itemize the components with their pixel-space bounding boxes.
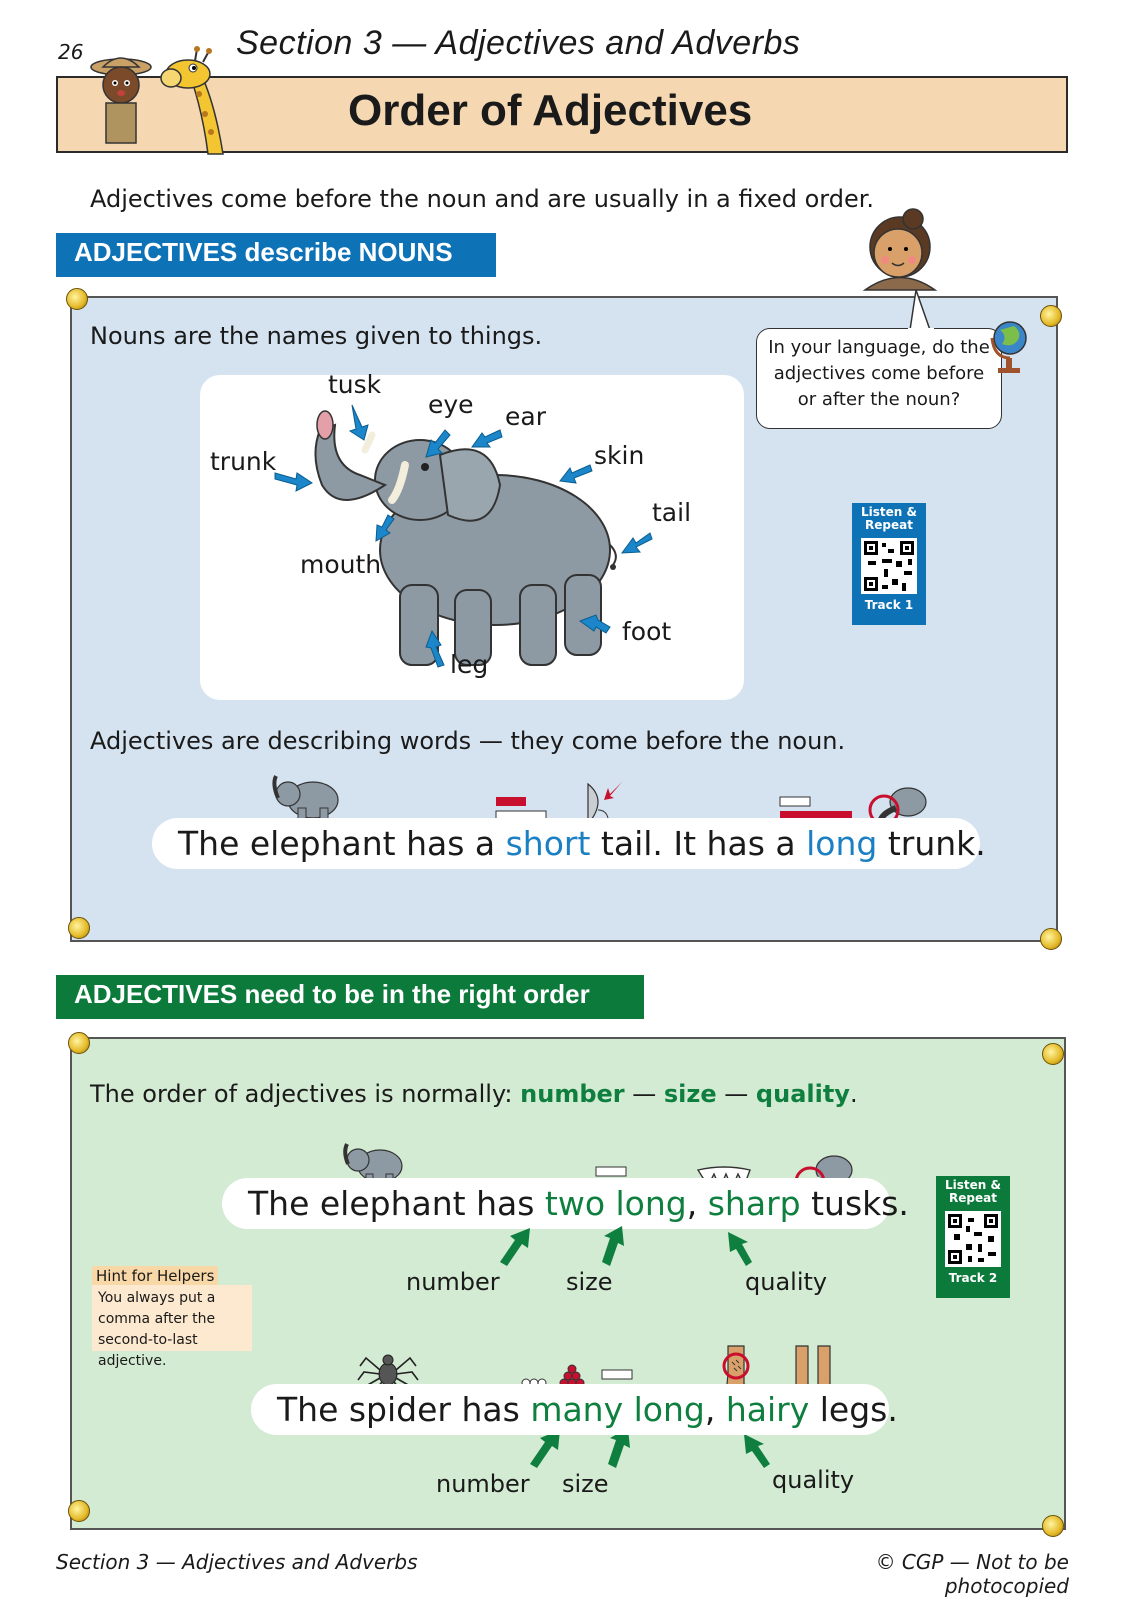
page-title: Order of Adjectives <box>348 86 753 135</box>
footer-copyright: © CGP — Not to be photocopied <box>875 1550 1069 1598</box>
example-sentence-1 <box>152 818 986 869</box>
order-dash: — <box>716 1080 756 1108</box>
sentence-text: tusks. <box>800 1184 909 1223</box>
sentence-text: legs. <box>809 1390 898 1429</box>
pin-icon <box>68 917 90 939</box>
globe-icon <box>988 318 1034 378</box>
adjectives-text: Adjectives are describing words — they come before the noun. <box>90 727 846 755</box>
qr-title: Listen & <box>945 1178 1001 1192</box>
adjective-size: long <box>615 1184 687 1223</box>
label-number: number <box>406 1268 500 1296</box>
sentence-text: trunk. <box>877 824 986 863</box>
section-banner-nouns: ADJECTIVES describe NOUNS <box>56 233 496 277</box>
footer-section: Section 3 — Adjectives and Adverbs <box>56 1550 418 1574</box>
label-mouth: mouth <box>300 550 382 579</box>
label-size: size <box>566 1268 613 1296</box>
sentence-comma: , <box>704 1390 726 1429</box>
page-number: 26 <box>58 40 84 64</box>
adjective-number: many <box>530 1390 624 1429</box>
adjective-quality: hairy <box>725 1390 810 1429</box>
hint-line: You always put a <box>98 1290 216 1306</box>
qr-title: Repeat <box>949 1191 997 1205</box>
example-sentence-2 <box>222 1178 909 1229</box>
section-heading: Section 3 — Adjectives and Adverbs <box>236 24 801 62</box>
adjective-size: long <box>633 1390 705 1429</box>
qr-code-icon <box>945 1211 1001 1267</box>
girl-illustration <box>855 205 945 295</box>
label-trunk: trunk <box>210 447 277 476</box>
example-sentence-3 <box>251 1384 898 1435</box>
qr-title: Repeat <box>865 518 913 532</box>
pin-icon <box>1040 928 1062 950</box>
label-quality: quality <box>745 1268 828 1296</box>
adjective-short: short <box>505 824 591 863</box>
speech-line: In your language, do the <box>768 337 990 358</box>
qr-track-label: Track 2 <box>948 1271 998 1285</box>
speech-line: or after the noun? <box>797 389 961 410</box>
speech-tail <box>900 290 940 330</box>
label-skin: skin <box>594 441 645 470</box>
label-quality: quality <box>772 1466 855 1494</box>
order-size: size <box>663 1080 717 1108</box>
qr-title: Listen & <box>861 505 917 519</box>
sentence-text: The spider has <box>277 1390 531 1429</box>
sentence-text: tail. It has a <box>590 824 807 863</box>
pin-icon <box>1042 1515 1064 1537</box>
pin-icon <box>68 1032 90 1054</box>
label-leg: leg <box>450 650 489 679</box>
adjective-number: two <box>544 1184 606 1223</box>
label-ear: ear <box>505 402 546 431</box>
intro-text: Adjectives come before the noun and are usually in a fixed order. <box>90 185 875 213</box>
order-quality: quality <box>755 1080 850 1108</box>
order-end: . <box>849 1080 858 1108</box>
label-tusk: tusk <box>328 370 382 399</box>
pin-icon <box>1042 1043 1064 1065</box>
hint-box <box>92 1285 252 1369</box>
label-number: number <box>436 1470 530 1498</box>
label-eye: eye <box>428 390 474 419</box>
qr-code-icon <box>861 538 917 594</box>
order-text-prefix: The order of adjectives is normally: <box>90 1080 521 1108</box>
label-size: size <box>562 1470 609 1498</box>
pin-icon <box>1040 305 1062 327</box>
speech-line: adjectives come before <box>773 363 985 384</box>
sentence-text: The elephant has a <box>178 824 506 863</box>
nouns-text: Nouns are the names given to things. <box>90 322 543 350</box>
qr-track-label: Track 1 <box>864 598 914 612</box>
label-foot: foot <box>622 617 672 646</box>
green-arrows <box>0 0 800 400</box>
order-number: number <box>520 1080 625 1108</box>
hint-title: Hint for Helpers <box>92 1266 218 1286</box>
order-text <box>90 1080 858 1108</box>
adjective-quality: sharp <box>707 1184 801 1223</box>
hint-line: second-to-last adjective. <box>98 1332 198 1369</box>
sentence-comma: , <box>686 1184 708 1223</box>
pin-icon <box>68 1500 90 1522</box>
label-tail: tail <box>652 498 692 527</box>
sentence-text: The elephant has <box>248 1184 545 1223</box>
section-banner-order: ADJECTIVES need to be in the right order <box>56 975 644 1019</box>
qr-track-1[interactable] <box>852 503 926 625</box>
order-dash: — <box>624 1080 664 1108</box>
elephant-diagram <box>200 370 744 700</box>
adjective-long: long <box>806 824 878 863</box>
qr-track-2[interactable] <box>936 1176 1010 1298</box>
hint-line: comma after the <box>98 1311 216 1327</box>
